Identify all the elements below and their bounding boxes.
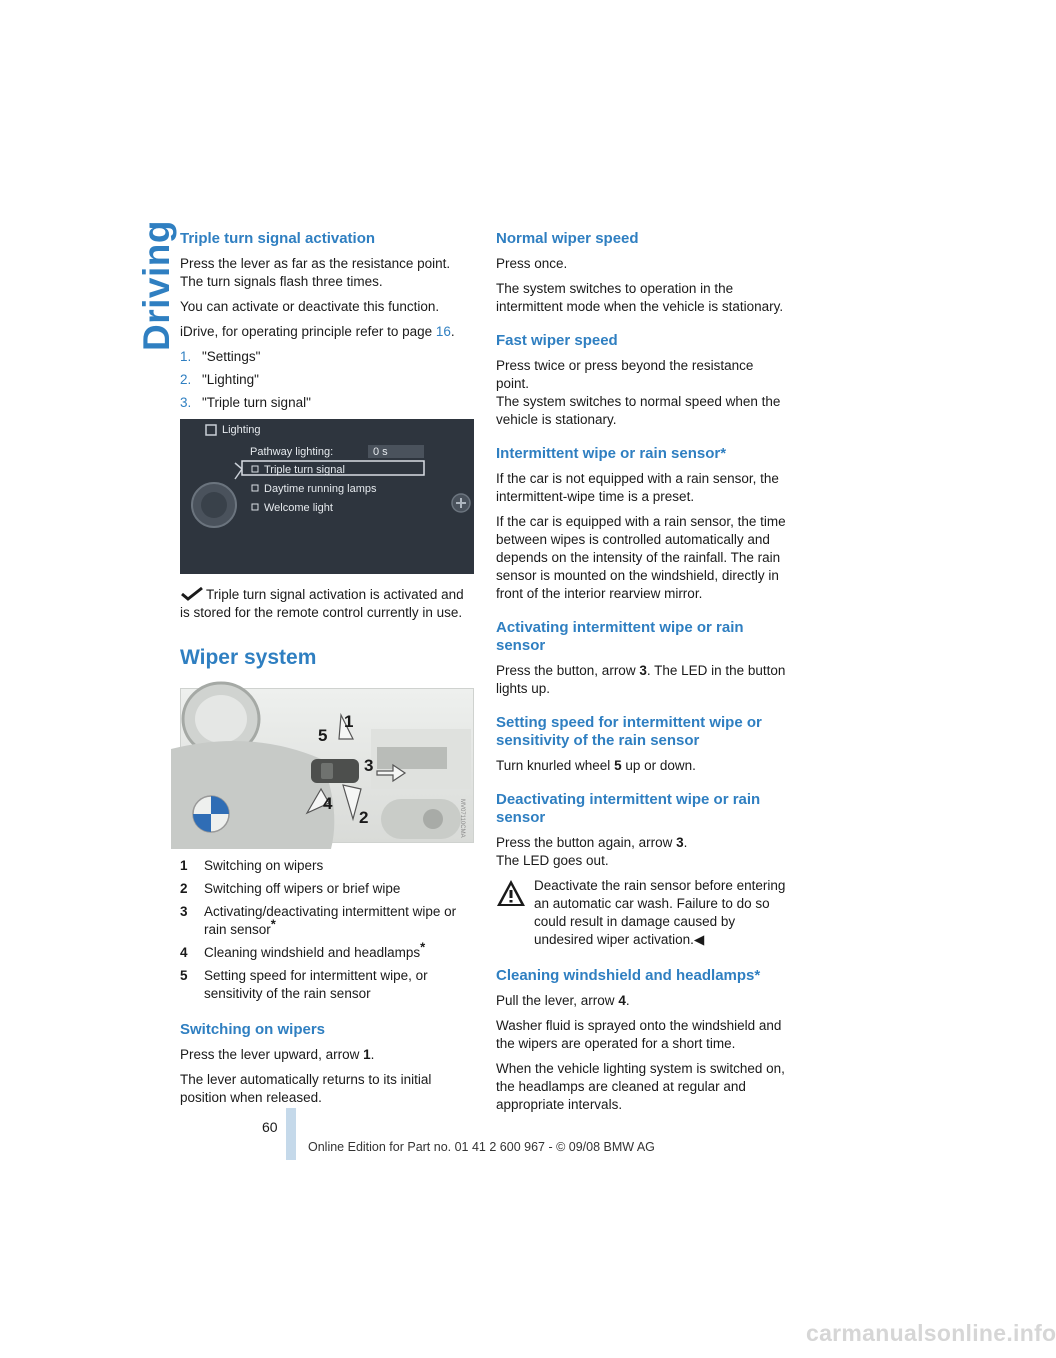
- deactivating-end: .: [683, 835, 688, 850]
- screen-item-daytime: Daytime running lamps: [264, 483, 377, 495]
- step-number: 2.: [180, 372, 192, 387]
- activating-text: Press the button, arrow: [496, 663, 640, 678]
- deactivating-text: Press the button again, arrow: [496, 835, 677, 850]
- arrow-ref: 4: [618, 993, 626, 1008]
- left-column: [180, 230, 474, 1114]
- cleaning-end: .: [625, 993, 630, 1008]
- triple-p3-end: .: [450, 324, 455, 339]
- step-item: [180, 371, 474, 389]
- intermittent-p1: If the car is not equipped with a rain sensor, the intermittent-wipe time is a preset.: [496, 471, 779, 504]
- screen-row-label: Pathway lighting:: [250, 446, 334, 458]
- legend-label: Activating/deactivating intermittent wipe or rain sensor: [204, 904, 457, 937]
- page-link[interactable]: 16: [435, 324, 451, 339]
- arrow-label-1: 1: [344, 712, 354, 731]
- steps-list: [180, 348, 474, 412]
- note-text: Triple turn signal activation is activated and is stored for the remote control currently in use.: [180, 587, 464, 620]
- deactivating-p1: [496, 834, 788, 852]
- arrow-label-4: 4: [323, 794, 333, 813]
- fast-p1: Press twice or press beyond the resistance point.: [496, 358, 754, 391]
- edition-text: Online Edition for Part no. 01 41 2 600 967 - © 09/08 BMW AG: [308, 1140, 655, 1154]
- legend-label: Switching off wipers or brief wipe: [204, 881, 401, 896]
- watermark: carmanualsonline.info: [806, 1320, 1056, 1346]
- switching-on-end: .: [370, 1047, 375, 1062]
- wheel-ref: 5: [614, 758, 622, 773]
- triple-p2: You can activate or deactivate this function.: [180, 299, 440, 314]
- switching-on-heading: Switching on wipers: [180, 1021, 326, 1038]
- note-paragraph: [180, 586, 474, 622]
- activating-end: . The LED in the button lights up.: [496, 663, 786, 696]
- warning-text: Deactivate the rain sensor before entering an automatic car wash. Failure to do so could result in damage caused by undesired wiper activation.: [534, 878, 786, 947]
- cleaning-p2: Washer fluid is sprayed onto the windshield and the wipers are operated for a short time.: [496, 1018, 782, 1051]
- step-item: [180, 348, 474, 366]
- screen-item-triple: Triple turn signal: [264, 464, 345, 476]
- deactivating-p2: The LED goes out.: [496, 853, 609, 868]
- legend-number: 3: [180, 904, 188, 919]
- setting-heading: Setting speed for intermittent wipe or sensitivity of the rain sensor: [496, 714, 762, 749]
- step-label: "Lighting": [202, 372, 259, 387]
- triple-p1: Press the lever as far as the resistance point. The turn signals flash three times.: [180, 256, 451, 289]
- legend-number: 4: [180, 945, 188, 960]
- legend-item: [180, 939, 474, 962]
- legend-number: 5: [180, 968, 188, 983]
- legend-number: 1: [180, 858, 188, 873]
- normal-p2: The system switches to operation in the intermittent mode when the vehicle is stationary.: [496, 281, 784, 314]
- intermittent-p2: If the car is equipped with a rain sensor, the time between wipes is controlled automatically and depends on the intensity of the rainfall. The rain sensor is mounted on the windshield, directly in front of the interior rearview mirror.: [496, 514, 786, 601]
- triple-p3: [180, 323, 474, 341]
- end-mark: ◀: [693, 932, 705, 947]
- arrow-ref: 3: [639, 663, 647, 678]
- legend-text: [204, 857, 323, 875]
- legend-item: [180, 903, 474, 939]
- warning-box: [496, 877, 788, 949]
- activating-heading: Activating intermittent wipe or rain sensor: [496, 619, 744, 654]
- arrow-label-5: 5: [318, 726, 328, 745]
- right-column: [496, 230, 788, 1121]
- screen-title: Lighting: [222, 424, 261, 436]
- activating-p1: [496, 662, 788, 698]
- step-number: 3.: [180, 395, 192, 410]
- legend-number: 2: [180, 881, 188, 896]
- step-number: 1.: [180, 349, 192, 364]
- screen-row-value: 0 s: [373, 446, 388, 458]
- legend-label: Setting speed for intermittent wipe, or sensitivity of the rain sensor: [204, 968, 428, 1001]
- step-label: "Settings": [202, 349, 261, 364]
- screen-item-welcome: Welcome light: [264, 502, 333, 514]
- wiper-heading: Wiper system: [180, 646, 317, 669]
- deactivating-heading: Deactivating intermittent wipe or rain sensor: [496, 791, 761, 826]
- setting-end: up or down.: [621, 758, 696, 773]
- cleaning-text: Pull the lever, arrow: [496, 993, 619, 1008]
- legend-label: Cleaning windshield and headlamps: [204, 945, 421, 960]
- normal-heading: Normal wiper speed: [496, 230, 639, 247]
- cleaning-p3: When the vehicle lighting system is switched on, the headlamps are cleaned at regular and appropriate intervals.: [496, 1061, 785, 1112]
- chapter-title: Driving: [136, 220, 177, 352]
- cleaning-heading: Cleaning windshield and headlamps*: [496, 967, 761, 984]
- normal-p1: Press once.: [496, 256, 568, 271]
- fast-heading: Fast wiper speed: [496, 332, 618, 349]
- legend-text: [204, 903, 474, 939]
- intermittent-heading: Intermittent wipe or rain sensor*: [496, 445, 727, 462]
- triple-p3-text: iDrive, for operating principle refer to page: [180, 324, 436, 339]
- footer-bar: [286, 1108, 296, 1160]
- legend-label: Switching on wipers: [204, 858, 324, 873]
- fast-p2: The system switches to normal speed when the vehicle is stationary.: [496, 394, 781, 427]
- step-label: "Triple turn signal": [202, 395, 311, 410]
- arrow-label-3: 3: [364, 756, 374, 775]
- legend-item: [180, 880, 474, 898]
- setting-text: Turn knurled wheel: [496, 758, 615, 773]
- legend-item: [180, 967, 474, 1003]
- switching-on-p1: [180, 1046, 474, 1064]
- wiper-legend: [180, 857, 474, 1003]
- wiper-lever-svg: [181, 689, 473, 842]
- image-code: MV07110CMA: [459, 799, 465, 838]
- checkmark-icon: [180, 587, 206, 601]
- switching-on-p2: The lever automatically returns to its initial position when released.: [180, 1072, 432, 1105]
- setting-p1: [496, 757, 788, 775]
- page-number: 60: [262, 1119, 278, 1135]
- arrow-ref: 3: [676, 835, 684, 850]
- asterisk: *: [270, 916, 276, 932]
- step-item: [180, 394, 474, 412]
- legend-item: [180, 857, 474, 875]
- idrive-screen-image: [180, 419, 474, 574]
- arrow-label-2: 2: [359, 808, 369, 827]
- legend-text: [204, 880, 400, 898]
- arrow-ref: 1: [363, 1047, 371, 1062]
- triple-heading: Triple turn signal activation: [180, 230, 376, 247]
- legend-text: [204, 967, 474, 1003]
- wiper-lever-image: [180, 688, 474, 843]
- asterisk: *: [420, 939, 426, 955]
- legend-text: [204, 939, 426, 962]
- switching-on-text: Press the lever upward, arrow: [180, 1047, 364, 1062]
- warning-triangle-icon: [496, 879, 526, 907]
- cleaning-p1: [496, 992, 788, 1010]
